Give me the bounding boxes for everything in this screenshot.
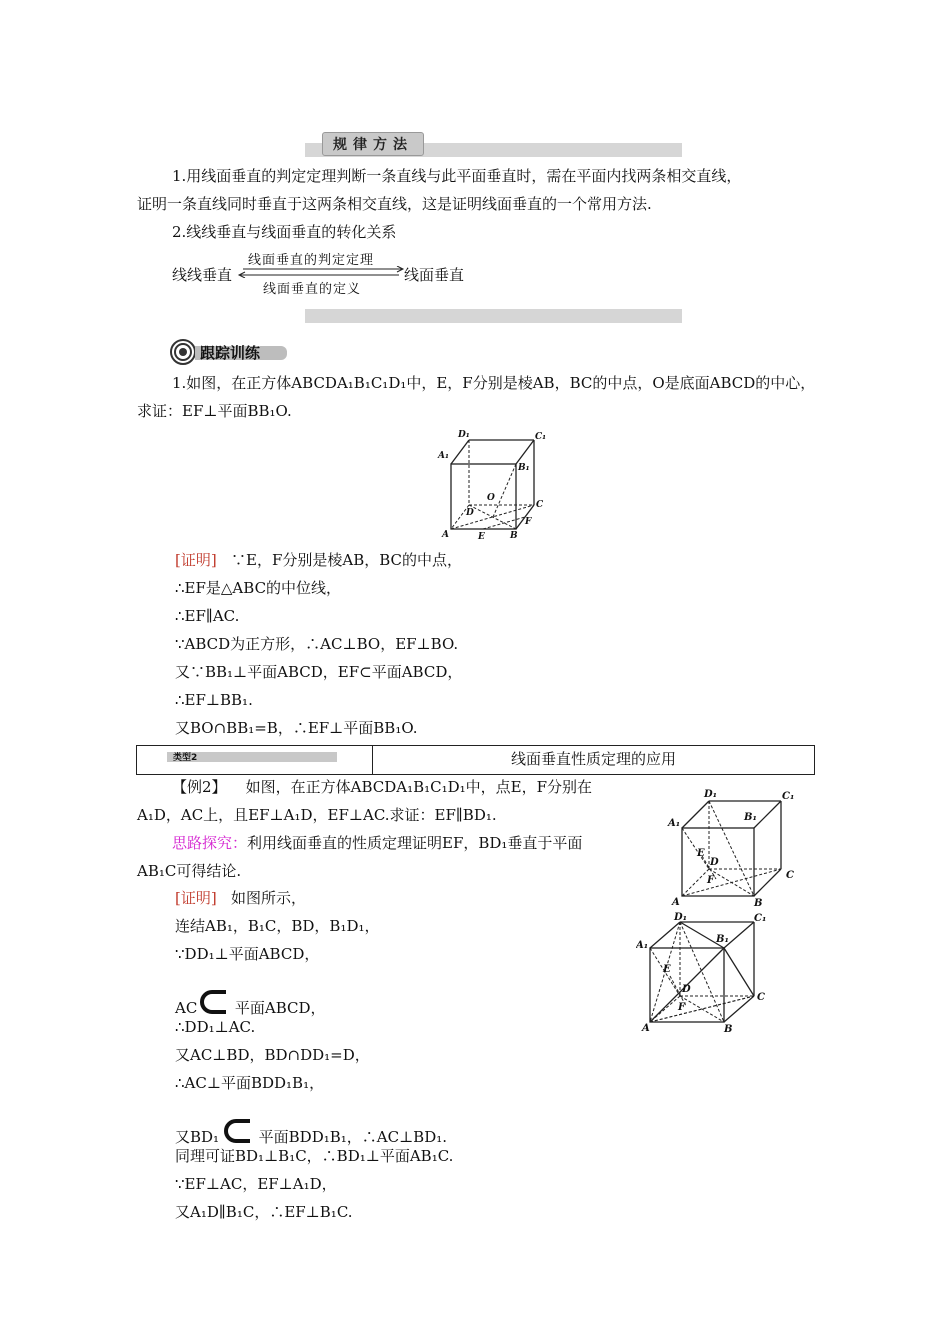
fig1-label-d1: D₁: [458, 430, 470, 440]
type-box: [136, 745, 815, 775]
example2-proof-line2: ∵DD₁⊥平面ABCD，: [175, 945, 320, 963]
example2-proof-line7: 又BD₁ 平面BDD₁B₁，∴AC⊥BD₁.: [175, 1118, 447, 1146]
type-tag: 类型2: [173, 753, 198, 763]
fig2-label-b: B: [754, 898, 763, 908]
divider-bar: [305, 309, 682, 323]
example2-proof-line10: 又A₁D∥B₁C，∴EF⊥B₁C.: [175, 1203, 353, 1221]
exercise1-proof-line1: [证明] ∵E，F分别是棱AB，BC的中点，: [175, 551, 463, 569]
type-title: 线面垂直性质定理的应用: [510, 750, 676, 768]
fig3-label-d: D: [682, 984, 691, 995]
example2-idea-line1: 思路探究：利用线面垂直的性质定理证明EF，BD₁垂直于平面: [172, 834, 583, 852]
exercise1-proof-line6: ∴EF⊥BB₁.: [175, 691, 253, 709]
fig3-label-a1: A₁: [636, 940, 649, 951]
example2-proof-line6: ∴AC⊥平面BDD₁B₁，: [175, 1074, 325, 1092]
fig1-label-f: F: [525, 517, 532, 527]
fig1-label-b: B: [510, 531, 518, 541]
cube-figure-1: [436, 426, 556, 542]
example2-proof-label: [证明]: [175, 889, 217, 907]
subset-symbol-icon: [200, 989, 230, 1017]
double-arrow-icon: [237, 266, 405, 278]
rule-item2: 2.线线垂直与线面垂直的转化关系: [172, 223, 397, 241]
exercise1-proof-line5: 又∵BB₁⊥平面ABCD，EF⊂平面ABCD，: [175, 663, 463, 681]
type-tag-cell: [137, 746, 373, 775]
fig2-label-a: A: [672, 897, 680, 908]
cube-figure-2: [664, 786, 800, 908]
example2-line1: 【例2】 如图，在正方体ABCDA₁B₁C₁D₁中，点E，F分别在: [172, 778, 593, 796]
cube-figure-3: [636, 910, 770, 1036]
exercise1-proof-line2: ∴EF是△ABC的中位线，: [175, 579, 342, 597]
fig1-label-d: D: [466, 508, 474, 518]
tracking-title: 跟踪训练: [200, 344, 261, 362]
fig2-label-a1: A₁: [668, 818, 681, 829]
fig1-label-b1: B₁: [518, 463, 530, 473]
target-icon: [170, 339, 196, 365]
fig2-label-c1: C₁: [782, 791, 795, 802]
arrow-bottom-label: 线面垂直的定义: [263, 282, 362, 297]
fig2-label-f: F: [707, 875, 715, 886]
subset-symbol-icon-2: [224, 1118, 254, 1146]
fig1-label-a: A: [442, 530, 449, 540]
fig1-label-c: C: [536, 500, 544, 510]
example2-line2: A₁D，AC上，且EF⊥A₁D，EF⊥AC.求证：EF∥BD₁.: [137, 806, 497, 824]
fig3-label-c1: C₁: [754, 913, 767, 924]
fig3-label-c: C: [757, 992, 765, 1003]
exercise1-proof-line4: ∵ABCD为正方形，∴AC⊥BO，EF⊥BO.: [175, 635, 459, 653]
proof-label: [证明]: [175, 551, 217, 569]
relation-right: 线面垂直: [404, 266, 465, 284]
section-banner-rules: 规律方法: [322, 132, 424, 156]
fig2-label-b1: B₁: [744, 812, 757, 823]
type-title-cell: [373, 746, 815, 775]
example2-proof-line1: 连结AB₁，B₁C，BD，B₁D₁，: [175, 917, 380, 935]
exercise1-line2: 求证：EF⊥平面BB₁O.: [137, 402, 292, 420]
fig3-label-d1: D₁: [674, 912, 688, 923]
fig3-label-a: A: [642, 1023, 650, 1034]
example2-proof-line5: 又AC⊥BD，BD∩DD₁=D，: [175, 1046, 370, 1064]
example2-proof-line4: ∴DD₁⊥AC.: [175, 1018, 256, 1036]
example2-proof-line9: ∵EF⊥AC，EF⊥A₁D，: [175, 1175, 337, 1193]
exercise1-proof-line3: ∴EF∥AC.: [175, 607, 240, 625]
fig1-label-c1: C₁: [535, 432, 547, 442]
fig2-label-d1: D₁: [704, 789, 718, 800]
exercise1-proof-line7: 又BO∩BB₁=B，∴EF⊥平面BB₁O.: [175, 719, 418, 737]
fig1-label-a1: A₁: [438, 451, 449, 461]
fig3-label-f: F: [678, 1002, 686, 1013]
rule-item1-line1: 1.用线面垂直的判定定理判断一条直线与此平面垂直时，需在平面内找两条相交直线，: [172, 167, 742, 185]
idea-label: 思路探究：: [172, 834, 248, 852]
fig1-label-e: E: [478, 532, 485, 542]
example2-label: 【例2】: [172, 778, 227, 796]
fig3-label-e: E: [663, 964, 671, 975]
fig2-label-e: E: [697, 848, 705, 859]
fig3-label-b1: B₁: [716, 934, 729, 945]
exercise1-line1: 1.如图，在正方体ABCDA₁B₁C₁D₁中，E，F分别是棱AB，BC的中点，O是底面ABCD的中心，: [172, 374, 816, 392]
fig2-label-d: D: [710, 857, 719, 868]
fig2-label-c: C: [786, 870, 794, 881]
example2-idea-line2: AB₁C可得结论.: [137, 862, 242, 880]
arrow-top-label: 线面垂直的判定定理: [248, 253, 375, 268]
fig3-label-b: B: [724, 1024, 733, 1035]
example2-proof-line3: AC 平面ABCD，: [175, 989, 326, 1017]
relation-left: 线线垂直: [172, 266, 233, 284]
example2-proof-line8: 同理可证BD₁⊥B₁C，∴BD₁⊥平面AB₁C.: [175, 1147, 454, 1165]
rule-item1-line2: 证明一条直线同时垂直于这两条相交直线，这是证明线面垂直的一个常用方法.: [137, 195, 652, 213]
example2-proof-head: [证明] 如图所示，: [175, 889, 307, 907]
fig1-label-o: O: [487, 493, 495, 503]
